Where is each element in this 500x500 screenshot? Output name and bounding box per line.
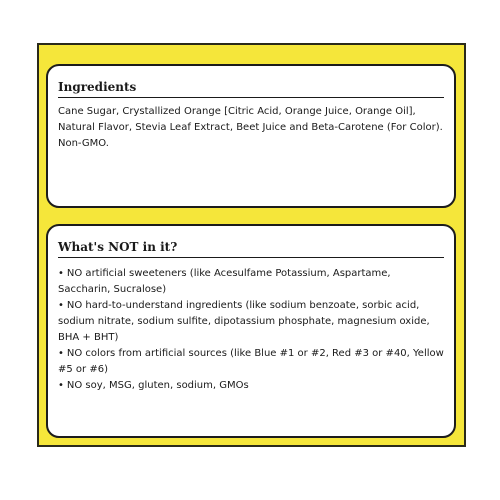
list-item (58, 298, 446, 346)
list-item (58, 266, 446, 298)
ingredients-text: Cane Sugar, Crystallized Orange [Citric Acid, Orange Juice, Orange Oil], Natural Flavor, Stevia Leaf Extract, Beet Juice and Beta-Carotene (For Color). Non-GMO. (58, 106, 443, 149)
list-item-text: NO hard-to-understand ingredients (like sodium benzoate, sorbic acid, sodium nitrate, sodium sulfite, dipotassium phosphate, magnesium oxide, BHA + BHT) (58, 300, 430, 343)
list-item (58, 346, 446, 378)
not-in-it-list (58, 266, 446, 394)
list-item-text: NO colors from artificial sources (like Blue #1 or #2, Red #3 or #40, Yellow #5 or #6) (58, 348, 444, 375)
not-in-it-title: What's NOT in it? (58, 240, 444, 258)
list-item-text: NO artificial sweeteners (like Acesulfame Potassium, Aspartame, Saccharin, Sucralose) (58, 268, 391, 295)
bullet-icon: • (58, 268, 64, 279)
not-in-it-card (46, 224, 456, 438)
bullet-icon: • (58, 380, 64, 391)
list-item-text: NO soy, MSG, gluten, sodium, GMOs (66, 380, 249, 391)
bullet-icon: • (58, 348, 64, 359)
list-item (58, 378, 446, 394)
ingredients-card (46, 64, 456, 208)
bullet-icon: • (58, 300, 64, 311)
ingredients-title: Ingredients (58, 80, 444, 98)
